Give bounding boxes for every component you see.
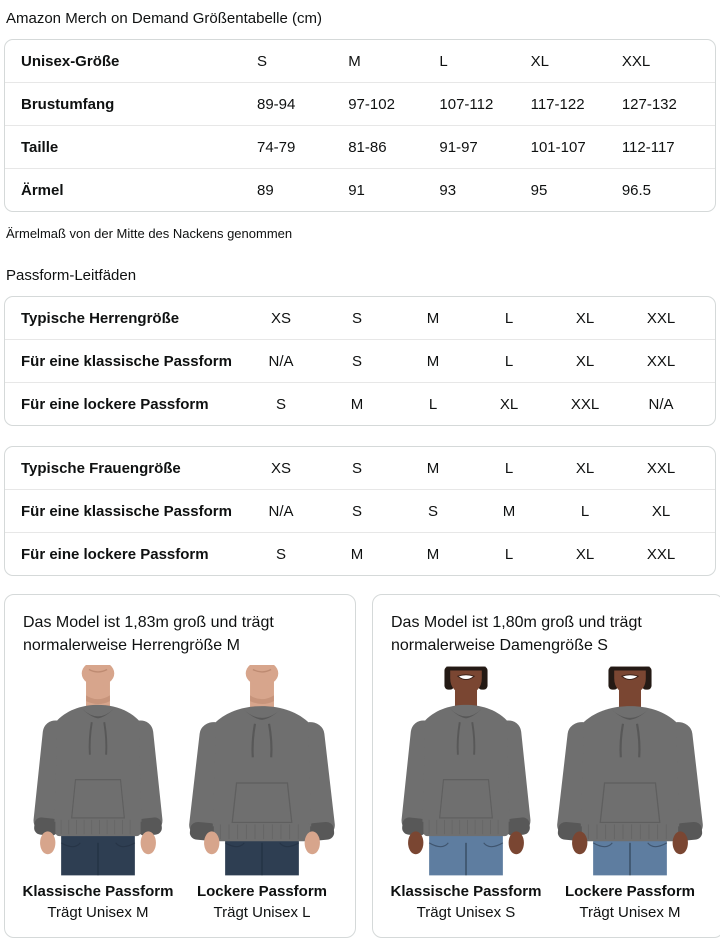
- size-cell: XXL: [646, 545, 676, 563]
- row-values: [243, 139, 699, 156]
- size-cell: XS: [270, 309, 291, 327]
- size-cell: M: [426, 352, 440, 370]
- size-cell: N/A: [648, 395, 674, 413]
- size-cell: L: [504, 352, 514, 370]
- size-cell: XL: [575, 309, 595, 327]
- table-row: [5, 447, 715, 489]
- size-cell: S: [275, 545, 286, 563]
- size-cell: XL: [530, 52, 549, 70]
- photo-column-loose: [551, 665, 709, 921]
- table-row: [5, 489, 715, 532]
- fit-guides-title: Passform-Leitfäden: [6, 267, 137, 284]
- model-description: Das Model ist 1,83m groß und trägt normalerweise Herrengröße M: [23, 614, 274, 655]
- size-cell: 101-107: [530, 138, 586, 156]
- size-cell: XL: [575, 545, 595, 563]
- size-cell: N/A: [268, 352, 294, 370]
- size-cell: S: [427, 502, 438, 520]
- row-values: [243, 396, 699, 413]
- row-label: Typische Herrengröße: [21, 309, 180, 327]
- size-cell: M: [426, 309, 440, 327]
- size-cell: XXL: [570, 395, 600, 413]
- size-cell: 96.5: [621, 181, 652, 199]
- size-cell: L: [428, 395, 438, 413]
- size-cell: 91: [348, 181, 365, 199]
- photo-caption-fit: Klassische Passform: [22, 883, 174, 901]
- row-values: [243, 503, 699, 520]
- photo-caption-fit: Lockere Passform: [564, 883, 696, 901]
- table-row: [5, 40, 715, 82]
- size-cell: 107-112: [439, 95, 494, 113]
- photo-caption-size: Trägt Unisex M: [579, 904, 681, 922]
- model-photo: [19, 665, 177, 877]
- row-label: Typische Frauengröße: [21, 459, 181, 477]
- photo-caption-size: Trägt Unisex S: [416, 904, 516, 922]
- model-photo: [551, 665, 709, 877]
- size-cell: 112-117: [621, 138, 675, 156]
- model-card-women: [372, 594, 720, 938]
- size-cell: XXL: [621, 52, 651, 70]
- model-description: Das Model ist 1,80m groß und trägt normalerweise Damengröße S: [391, 614, 642, 655]
- size-cell: 74-79: [257, 138, 296, 156]
- size-cell: 93: [439, 181, 457, 199]
- row-label: Brustumfang: [21, 95, 115, 113]
- row-label: Unisex-Größe: [21, 52, 120, 70]
- size-cell: S: [275, 395, 286, 413]
- model-photo: [183, 665, 341, 877]
- row-values: [243, 460, 699, 477]
- size-cell: XL: [651, 502, 671, 520]
- size-cell: N/A: [268, 502, 294, 520]
- size-cell: 89: [257, 181, 274, 199]
- size-cell: M: [350, 395, 364, 413]
- photo-column-classic: [19, 665, 177, 921]
- table-row: [5, 168, 715, 211]
- size-cell: XL: [575, 459, 595, 477]
- photo-caption-size: Trägt Unisex L: [213, 904, 311, 922]
- size-cell: 81-86: [348, 138, 387, 156]
- row-values: [243, 96, 699, 113]
- row-label: Ärmel: [21, 181, 64, 199]
- measurement-note: Ärmelmaß von der Mitte des Nackens genommen: [6, 226, 293, 241]
- size-cell: XXL: [646, 459, 676, 477]
- photo-column-loose: [183, 665, 341, 921]
- size-cell: 127-132: [621, 95, 677, 113]
- size-cell: M: [502, 502, 516, 520]
- model-photos: [387, 665, 709, 921]
- size-cell: L: [504, 459, 514, 477]
- page-title: Amazon Merch on Demand Größentabelle (cm): [6, 10, 322, 27]
- size-cell: S: [351, 502, 362, 520]
- row-label: Taille: [21, 138, 59, 156]
- size-cell: S: [257, 52, 268, 70]
- photo-caption-fit: Lockere Passform: [196, 883, 328, 901]
- table-row: [5, 125, 715, 168]
- size-cell: M: [348, 52, 361, 70]
- unisex-size-table: [4, 39, 716, 212]
- model-card-men: [4, 594, 356, 938]
- size-cell: L: [439, 52, 448, 70]
- size-cell: XXL: [646, 309, 676, 327]
- size-cell: 95: [530, 181, 548, 199]
- male-loose-hoodie-graphic: [183, 665, 341, 877]
- size-cell: 97-102: [348, 95, 395, 113]
- row-label: Für eine klassische Passform: [21, 502, 232, 520]
- table-row: [5, 382, 715, 425]
- row-values: [243, 546, 699, 563]
- row-values: [243, 53, 699, 70]
- size-cell: L: [504, 309, 514, 327]
- size-cell: S: [351, 352, 362, 370]
- size-cell: XS: [270, 459, 291, 477]
- size-cell: 117-122: [530, 95, 585, 113]
- size-cell: M: [426, 459, 440, 477]
- table-row: [5, 82, 715, 125]
- size-cell: S: [351, 309, 362, 327]
- size-cell: S: [351, 459, 362, 477]
- size-cell: XXL: [646, 352, 676, 370]
- size-cell: M: [426, 545, 440, 563]
- female-loose-hoodie-graphic: [551, 665, 709, 877]
- model-photo: [387, 665, 545, 877]
- row-label: Für eine lockere Passform: [21, 545, 209, 563]
- model-photos: [19, 665, 341, 921]
- row-label: Für eine klassische Passform: [21, 352, 232, 370]
- model-cards-row: [4, 594, 716, 938]
- male-classic-hoodie-graphic: [19, 665, 177, 877]
- row-label: Für eine lockere Passform: [21, 395, 209, 413]
- female-classic-hoodie-graphic: [387, 665, 545, 877]
- size-cell: XL: [499, 395, 519, 413]
- women-fit-table: [4, 446, 716, 576]
- size-cell: M: [350, 545, 364, 563]
- row-values: [243, 310, 699, 327]
- table-row: [5, 297, 715, 339]
- size-cell: L: [580, 502, 590, 520]
- size-cell: XL: [575, 352, 595, 370]
- size-cell: 91-97: [439, 138, 478, 156]
- photo-column-classic: [387, 665, 545, 921]
- row-values: [243, 182, 699, 199]
- table-row: [5, 532, 715, 575]
- row-values: [243, 353, 699, 370]
- size-cell: 89-94: [257, 95, 296, 113]
- size-cell: L: [504, 545, 514, 563]
- photo-caption-size: Trägt Unisex M: [47, 904, 149, 922]
- photo-caption-fit: Klassische Passform: [390, 883, 542, 901]
- men-fit-table: [4, 296, 716, 426]
- table-row: [5, 339, 715, 382]
